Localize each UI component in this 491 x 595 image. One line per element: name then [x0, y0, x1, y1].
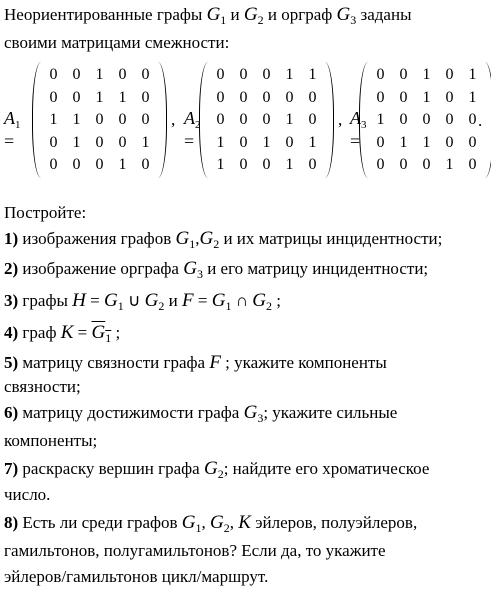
build-heading: Постройте:	[4, 203, 87, 222]
task-8-cont-1: гамильтонов, полугамильтонов? Если да, то укажите	[4, 541, 386, 560]
matrix-cell: 0	[262, 111, 271, 128]
matrix-cell: 1	[399, 133, 408, 151]
matrix-cell: 0	[239, 156, 248, 173]
right-paren	[325, 62, 334, 178]
matrix-cell: 0	[308, 111, 317, 128]
matrix-cell: 0	[445, 133, 454, 151]
matrix-cell: 0	[239, 66, 248, 83]
matrix-cell: 1	[285, 66, 294, 83]
matrix-cell: 1	[468, 66, 477, 83]
matrix-cell: 0	[399, 88, 408, 106]
task-5-cont: связности;	[4, 377, 81, 396]
matrix-cell: 1	[216, 133, 225, 151]
right-paren	[485, 62, 491, 178]
matrix-a2	[199, 62, 334, 178]
matrix-a1-label: $A_1$ =	[4, 108, 21, 151]
task-7-cont: число.	[4, 485, 51, 504]
matrix-cell: 0	[239, 133, 248, 151]
matrix-cell: 1	[118, 88, 127, 106]
matrix-cell: 0	[376, 88, 385, 106]
matrix-cell: 0	[239, 111, 248, 128]
matrix-a2-grid	[209, 64, 324, 177]
matrix-cell: 0	[216, 88, 225, 106]
task-7: 7) раскраску вершин графа $G_2$; найдите его хроматическое	[4, 458, 430, 481]
matrix-cell: 1	[422, 66, 431, 83]
matrix-cell: 0	[468, 111, 477, 128]
matrix-cell: 0	[262, 88, 271, 106]
left-paren	[359, 62, 368, 178]
matrix-cell: 0	[49, 88, 58, 106]
matrix-cell: 0	[376, 66, 385, 83]
matrix-a2-label: $A_2$ =	[184, 108, 201, 151]
task-4: 4) граф $K = G_1$ ;	[4, 322, 121, 345]
g1-complement: $G_1$	[91, 322, 112, 345]
matrix-cell: 0	[262, 66, 271, 83]
intro-text: заданы	[356, 5, 412, 24]
task-1: 1) изображения графов $G_1,G_2$ и их матрицы инцидентности;	[4, 228, 443, 251]
task-6-cont: компоненты;	[4, 431, 98, 450]
matrix-cell: 1	[262, 133, 271, 151]
task-6: 6) матрицу достижимости графа $G_3$; укажите сильные	[4, 402, 398, 425]
matrix-cell: 0	[72, 66, 81, 83]
matrix-cell: 0	[468, 156, 477, 173]
matrix-cell: 1	[285, 111, 294, 128]
matrix-cell: 1	[422, 88, 431, 106]
matrix-cell: 0	[308, 156, 317, 173]
matrix-cell: 0	[49, 156, 58, 173]
matrix-cell: 1	[118, 156, 127, 173]
matrix-cell: 0	[262, 156, 271, 173]
matrix-cell: 0	[95, 156, 104, 173]
matrix-cell: 0	[285, 88, 294, 106]
task-2: 2) изображение орграфа $G_3$ и его матрицу инцидентности;	[4, 258, 429, 281]
matrix-cell: 0	[308, 88, 317, 106]
matrix-a3-grid	[369, 64, 484, 177]
matrix-cell: 0	[239, 88, 248, 106]
left-paren	[199, 62, 208, 178]
matrix-cell: 0	[49, 133, 58, 151]
matrix-cell: 0	[118, 66, 127, 83]
graph-g1: $G_1$	[206, 4, 227, 27]
matrix-cell: 0	[118, 111, 127, 128]
matrix-cell: 0	[376, 133, 385, 151]
graph-g2: $G_2$	[243, 4, 264, 27]
matrix-cell: 0	[141, 66, 150, 83]
matrix-cell: 0	[468, 133, 477, 151]
matrix-cell: 0	[72, 156, 81, 173]
matrix-cell: 0	[445, 66, 454, 83]
matrix-cell: 1	[49, 111, 58, 128]
matrix-cell: 0	[141, 111, 150, 128]
matrix-cell: 1	[95, 66, 104, 83]
right-paren	[158, 62, 167, 178]
matrix-cell: 0	[49, 66, 58, 83]
matrix-cell: 0	[422, 156, 431, 173]
matrix-cell: 0	[422, 111, 431, 128]
intro-line-1	[4, 4, 412, 31]
matrix-cell: 0	[399, 66, 408, 83]
matrix-cell: 1	[72, 111, 81, 128]
intro-line-2: своими матрицами смежности:	[4, 33, 230, 52]
matrix-cell: 0	[141, 156, 150, 173]
matrix-cell: 0	[118, 133, 127, 151]
intro-text: и орграф	[263, 5, 337, 24]
matrix-cell: 1	[216, 156, 225, 173]
final-period: .	[478, 111, 483, 130]
matrix-cell: 1	[95, 88, 104, 106]
matrix-cell: 1	[285, 156, 294, 173]
matrix-cell: 0	[399, 111, 408, 128]
matrix-a3-label: $A_3$ =	[350, 108, 367, 151]
matrix-cell: 1	[445, 156, 454, 173]
matrix-cell: 1	[141, 133, 150, 151]
matrix-a1	[32, 62, 167, 178]
task-3: 3) графы $H = G_1$ ∪ $G_2$ и $F = G_1$ ∩ $G_2$ ;	[4, 290, 281, 313]
matrix-cell: 0	[95, 111, 104, 128]
matrix-cell: 1	[376, 111, 385, 128]
intro-text: и	[226, 5, 244, 24]
matrix-cell: 0	[141, 88, 150, 106]
matrix-cell: 1	[308, 66, 317, 83]
matrix-cell: 1	[468, 88, 477, 106]
matrix-cell: 1	[72, 133, 81, 151]
separator: ,	[338, 110, 343, 129]
task-8: 8) Есть ли среди графов $G_1$, $G_2$, K эйлеров, полуэйлеров,	[4, 512, 418, 535]
matrix-cell: 0	[285, 133, 294, 151]
matrix-cell: 0	[216, 111, 225, 128]
task-8-cont-2: эйлеров/гамильтонов цикл/маршрут.	[4, 567, 269, 586]
left-paren	[32, 62, 41, 178]
graph-g3: $G_3$	[336, 4, 357, 27]
matrix-cell: 0	[216, 66, 225, 83]
matrix-cell: 0	[95, 133, 104, 151]
matrix-cell: 0	[72, 88, 81, 106]
matrix-cell: 1	[422, 133, 431, 151]
separator: ,	[171, 110, 176, 129]
intro-text: Неориентированные графы	[4, 5, 207, 24]
matrix-cell: 0	[376, 156, 385, 173]
matrix-cell: 0	[399, 156, 408, 173]
task-5: 5) матрицу связности графа F ; укажите компоненты	[4, 352, 387, 373]
matrix-cell: 0	[445, 88, 454, 106]
matrix-cell: 0	[445, 111, 454, 128]
matrix-a1-grid	[42, 64, 157, 177]
matrix-cell: 1	[308, 133, 317, 151]
matrix-a3	[359, 62, 491, 178]
